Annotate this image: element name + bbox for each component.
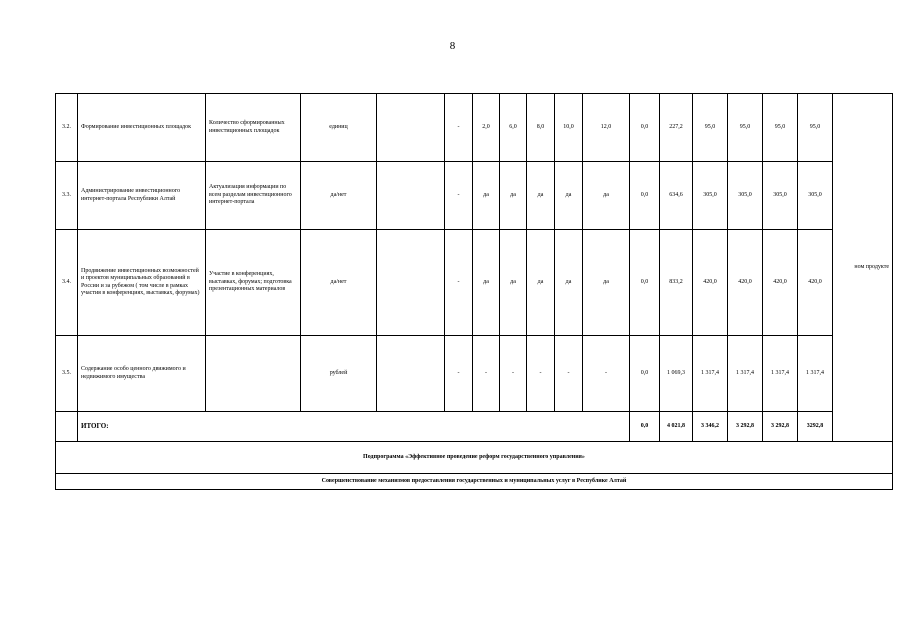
section-title: Совершенствование механизмов предоставления государственных и муниципальных услуг в Республике Алтай [56,474,893,490]
trailing-text: ном продукте [854,263,889,270]
value-cell [377,336,445,412]
row-number: 3.4. [56,230,78,336]
total-label: ИТОГО: [78,412,630,442]
value-cell: - [445,230,473,336]
value-cell: - [445,162,473,230]
value-cell: 833,2 [660,230,693,336]
value-cell: - [583,336,630,412]
value-cell: 95,0 [763,94,798,162]
value-cell: 0,0 [630,336,660,412]
value-cell: 634,6 [660,162,693,230]
subprogram-title: Подпрограмма «Эффективное проведение реформ государственного управления» [56,442,893,474]
value-cell: 95,0 [693,94,728,162]
value-cell: 305,0 [728,162,763,230]
value-cell: - [473,336,500,412]
value-cell: 227,2 [660,94,693,162]
value-cell: 12,0 [583,94,630,162]
value-cell: 0,0 [630,94,660,162]
value-cell: 95,0 [728,94,763,162]
value-cell: 10,0 [555,94,583,162]
value-cell: да [555,230,583,336]
activity-name: Продвижение инвестиционных возможностей и проектов муниципальных образований в России и за рубежом ( том числе в рамках участия в конференциях, выставках, форумах) [78,230,206,336]
value-cell: - [445,336,473,412]
value-cell: 1 317,4 [763,336,798,412]
value-cell: 420,0 [798,230,833,336]
total-value: 3 292,8 [728,412,763,442]
value-cell [377,230,445,336]
value-cell: 305,0 [693,162,728,230]
total-value: 3 346,2 [693,412,728,442]
table-row [56,230,893,336]
total-value: 3 292,8 [763,412,798,442]
total-row [56,412,893,442]
value-cell: 420,0 [728,230,763,336]
activity-name: Формирование инвестиционных площадок [78,94,206,162]
page-number: 8 [449,40,456,52]
value-cell: 420,0 [763,230,798,336]
indicator-name [206,336,301,412]
row-number: 3.2. [56,94,78,162]
value-cell: 1 069,3 [660,336,693,412]
total-value: 3292,8 [798,412,833,442]
value-cell: да [555,162,583,230]
table-row [56,162,893,230]
activity-name: Администрирование инвестиционного интернет-портала Республики Алтай [78,162,206,230]
value-cell: 0,0 [630,162,660,230]
table-row [56,336,893,412]
unit: единиц [301,94,377,162]
indicator-name: Количество сформированных инвестиционных площадок [206,94,301,162]
value-cell: 8,0 [527,94,555,162]
unit: да/нет [301,230,377,336]
value-cell: да [500,230,527,336]
value-cell: да [583,162,630,230]
value-cell: - [500,336,527,412]
value-cell: 2,0 [473,94,500,162]
value-cell: 305,0 [798,162,833,230]
activity-name: Содержание особо ценного движимого и недвижимого имущества [78,336,206,412]
row-number: 3.5. [56,336,78,412]
value-cell [377,94,445,162]
value-cell: 305,0 [763,162,798,230]
total-value: 0,0 [630,412,660,442]
value-cell: 1 317,4 [728,336,763,412]
value-cell: да [527,230,555,336]
indicator-name: Актуализация информации по всем разделам инвестиционного интернет-портала [206,162,301,230]
value-cell: да [527,162,555,230]
value-cell: да [473,162,500,230]
unit: да/нет [301,162,377,230]
indicator-name: Участие в конференциях, выставках, форумах; подготовка презентационных материалов [206,230,301,336]
value-cell: 95,0 [798,94,833,162]
total-value: 4 021,8 [660,412,693,442]
value-cell: 0,0 [630,230,660,336]
value-cell: 6,0 [500,94,527,162]
empty-cell [56,412,78,442]
table-row [56,94,893,162]
trailing-cell [833,94,893,442]
row-number: 3.3. [56,162,78,230]
value-cell: - [445,94,473,162]
value-cell: 1 317,4 [798,336,833,412]
program-table [55,93,893,490]
value-cell [377,162,445,230]
section-row [56,474,893,490]
value-cell: 420,0 [693,230,728,336]
value-cell: 1 317,4 [693,336,728,412]
unit: рублей [301,336,377,412]
value-cell: да [583,230,630,336]
subprogram-row [56,442,893,474]
value-cell: да [500,162,527,230]
value-cell: - [555,336,583,412]
value-cell: да [473,230,500,336]
value-cell: - [527,336,555,412]
